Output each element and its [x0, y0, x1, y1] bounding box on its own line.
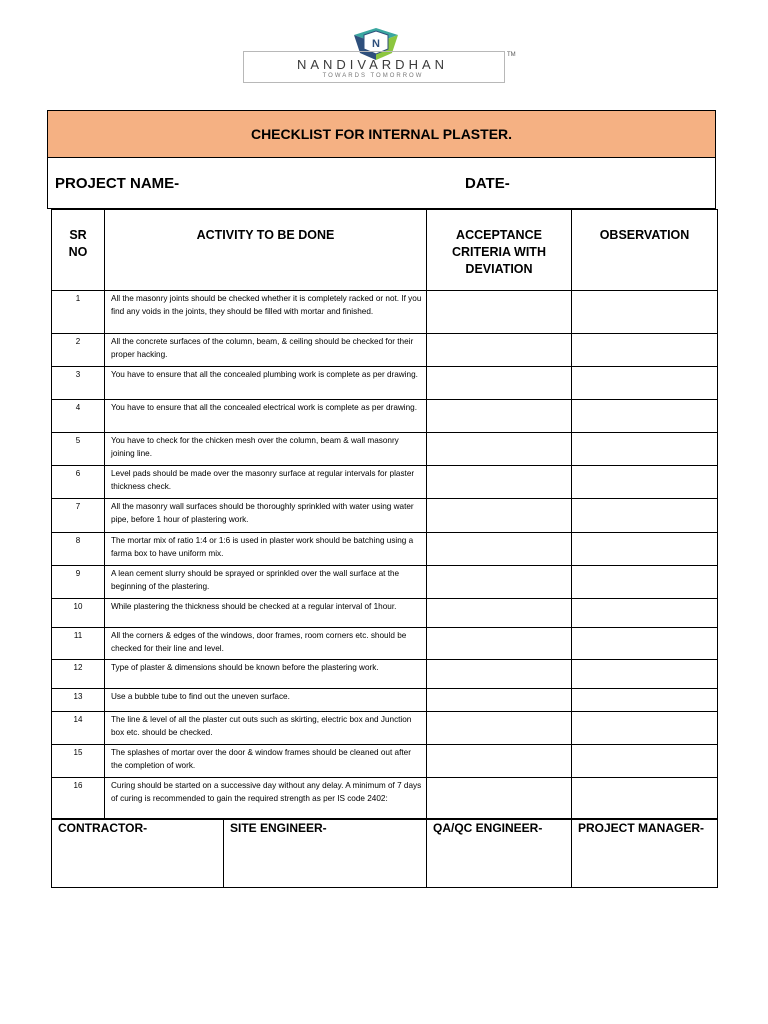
acceptance-cell[interactable] — [427, 533, 572, 566]
logo-trademark: TM — [507, 52, 516, 58]
sr-no-cell: 12 — [52, 660, 105, 689]
activity-cell: You have to check for the chicken mesh over the column, beam & wall masonry joining line. — [105, 433, 427, 466]
qa-qc-engineer-signature[interactable]: QA/QC ENGINEER- — [427, 819, 572, 888]
activity-cell: You have to ensure that all the concealed electrical work is complete as per drawing. — [105, 400, 427, 433]
observation-cell[interactable] — [572, 533, 718, 566]
sr-no-cell: 4 — [52, 400, 105, 433]
activity-cell: Use a bubble tube to find out the uneven surface. — [105, 689, 427, 712]
acceptance-cell[interactable] — [427, 712, 572, 745]
header-acceptance: ACCEPTANCE CRITERIA WITH DEVIATION — [427, 210, 572, 291]
acceptance-cell[interactable] — [427, 745, 572, 778]
project-manager-signature[interactable]: PROJECT MANAGER- — [572, 819, 718, 888]
header-sr-no: SR NO — [52, 210, 105, 291]
table-row — [52, 712, 718, 745]
table-row — [52, 433, 718, 466]
sr-no-cell: 3 — [52, 367, 105, 400]
table-row — [52, 566, 718, 599]
activity-cell: All the corners & edges of the windows, door frames, room corners etc. should be checked for their line and level. — [105, 628, 427, 660]
acceptance-cell[interactable] — [427, 334, 572, 367]
sr-no-cell: 1 — [52, 291, 105, 334]
acceptance-cell[interactable] — [427, 599, 572, 628]
activity-cell: While plastering the thickness should be checked at a regular interval of 1hour. — [105, 599, 427, 628]
observation-cell[interactable] — [572, 689, 718, 712]
acceptance-cell[interactable] — [427, 367, 572, 400]
table-row — [52, 291, 718, 334]
activity-cell: All the concrete surfaces of the column, beam, & ceiling should be checked for their proper hacking. — [105, 334, 427, 367]
observation-cell[interactable] — [572, 566, 718, 599]
observation-cell[interactable] — [572, 433, 718, 466]
activity-cell: You have to ensure that all the concealed plumbing work is complete as per drawing. — [105, 367, 427, 400]
table-row — [52, 334, 718, 367]
document-title: CHECKLIST FOR INTERNAL PLASTER. — [47, 110, 716, 158]
sr-no-cell: 9 — [52, 566, 105, 599]
sr-no-cell: 15 — [52, 745, 105, 778]
acceptance-cell[interactable] — [427, 291, 572, 334]
acceptance-cell[interactable] — [427, 660, 572, 689]
logo-company-name: NANDIVARDHAN — [296, 57, 449, 72]
table-row — [52, 466, 718, 499]
observation-cell[interactable] — [572, 400, 718, 433]
sr-no-cell: 6 — [52, 466, 105, 499]
sr-no-cell: 2 — [52, 334, 105, 367]
observation-cell[interactable] — [572, 628, 718, 660]
sr-no-cell: 8 — [52, 533, 105, 566]
observation-cell[interactable] — [572, 499, 718, 533]
activity-cell: A lean cement slurry should be sprayed or sprinkled over the wall surface at the beginning of the plastering. — [105, 566, 427, 599]
signature-table — [51, 818, 718, 888]
table-row — [52, 599, 718, 628]
observation-cell[interactable] — [572, 745, 718, 778]
table-row — [52, 628, 718, 660]
header-observation: OBSERVATION — [572, 210, 718, 291]
table-row — [52, 400, 718, 433]
observation-cell[interactable] — [572, 778, 718, 820]
header-activity: ACTIVITY TO BE DONE — [105, 210, 427, 291]
observation-cell[interactable] — [572, 367, 718, 400]
activity-cell: Type of plaster & dimensions should be known before the plastering work. — [105, 660, 427, 689]
table-header-row — [52, 210, 718, 291]
acceptance-cell[interactable] — [427, 778, 572, 820]
table-row — [52, 778, 718, 820]
table-row — [52, 745, 718, 778]
sr-no-cell: 10 — [52, 599, 105, 628]
observation-cell[interactable] — [572, 291, 718, 334]
project-name-label: PROJECT NAME- — [55, 175, 180, 192]
sr-no-cell: 7 — [52, 499, 105, 533]
activity-cell: The mortar mix of ratio 1:4 or 1:6 is used in plaster work should be batching using a farma box to have uniform mix. — [105, 533, 427, 566]
observation-cell[interactable] — [572, 334, 718, 367]
sr-no-cell: 5 — [52, 433, 105, 466]
date-label: DATE- — [465, 175, 510, 192]
sr-no-cell: 14 — [52, 712, 105, 745]
acceptance-cell[interactable] — [427, 466, 572, 499]
acceptance-cell[interactable] — [427, 499, 572, 533]
activity-cell: All the masonry wall surfaces should be thoroughly sprinkled with water using water pipe, before 1 hour of plastering work. — [105, 499, 427, 533]
project-info-row — [47, 158, 716, 209]
contractor-signature[interactable]: CONTRACTOR- — [52, 819, 224, 888]
observation-cell[interactable] — [572, 660, 718, 689]
table-row — [52, 367, 718, 400]
observation-cell[interactable] — [572, 712, 718, 745]
table-row — [52, 499, 718, 533]
observation-cell[interactable] — [572, 599, 718, 628]
activity-cell: The line & level of all the plaster cut outs such as skirting, electric box and Junction box etc. should be checked. — [105, 712, 427, 745]
checklist-table — [51, 209, 718, 820]
table-row — [52, 533, 718, 566]
logo-tagline: TOWARDS TOMORROW — [322, 73, 424, 79]
acceptance-cell[interactable] — [427, 566, 572, 599]
sr-no-cell: 11 — [52, 628, 105, 660]
activity-cell: All the masonry joints should be checked whether it is completely racked or not. If you find any voids in the joints, they should be filled with mortar and finished. — [105, 291, 427, 334]
activity-cell: The splashes of mortar over the door & window frames should be cleaned out after the completion of work. — [105, 745, 427, 778]
acceptance-cell[interactable] — [427, 628, 572, 660]
activity-cell: Curing should be started on a successive day without any delay. A minimum of 7 days of curing is recommended to gain the required strength as per IS code 2402: — [105, 778, 427, 820]
acceptance-cell[interactable] — [427, 689, 572, 712]
table-row — [52, 660, 718, 689]
sr-no-cell: 16 — [52, 778, 105, 820]
company-logo — [243, 27, 525, 85]
acceptance-cell[interactable] — [427, 433, 572, 466]
observation-cell[interactable] — [572, 466, 718, 499]
activity-cell: Level pads should be made over the masonry surface at regular intervals for plaster thickness check. — [105, 466, 427, 499]
acceptance-cell[interactable] — [427, 400, 572, 433]
table-row — [52, 689, 718, 712]
site-engineer-signature[interactable]: SITE ENGINEER- — [224, 819, 427, 888]
sr-no-cell: 13 — [52, 689, 105, 712]
svg-text:N: N — [372, 38, 380, 50]
